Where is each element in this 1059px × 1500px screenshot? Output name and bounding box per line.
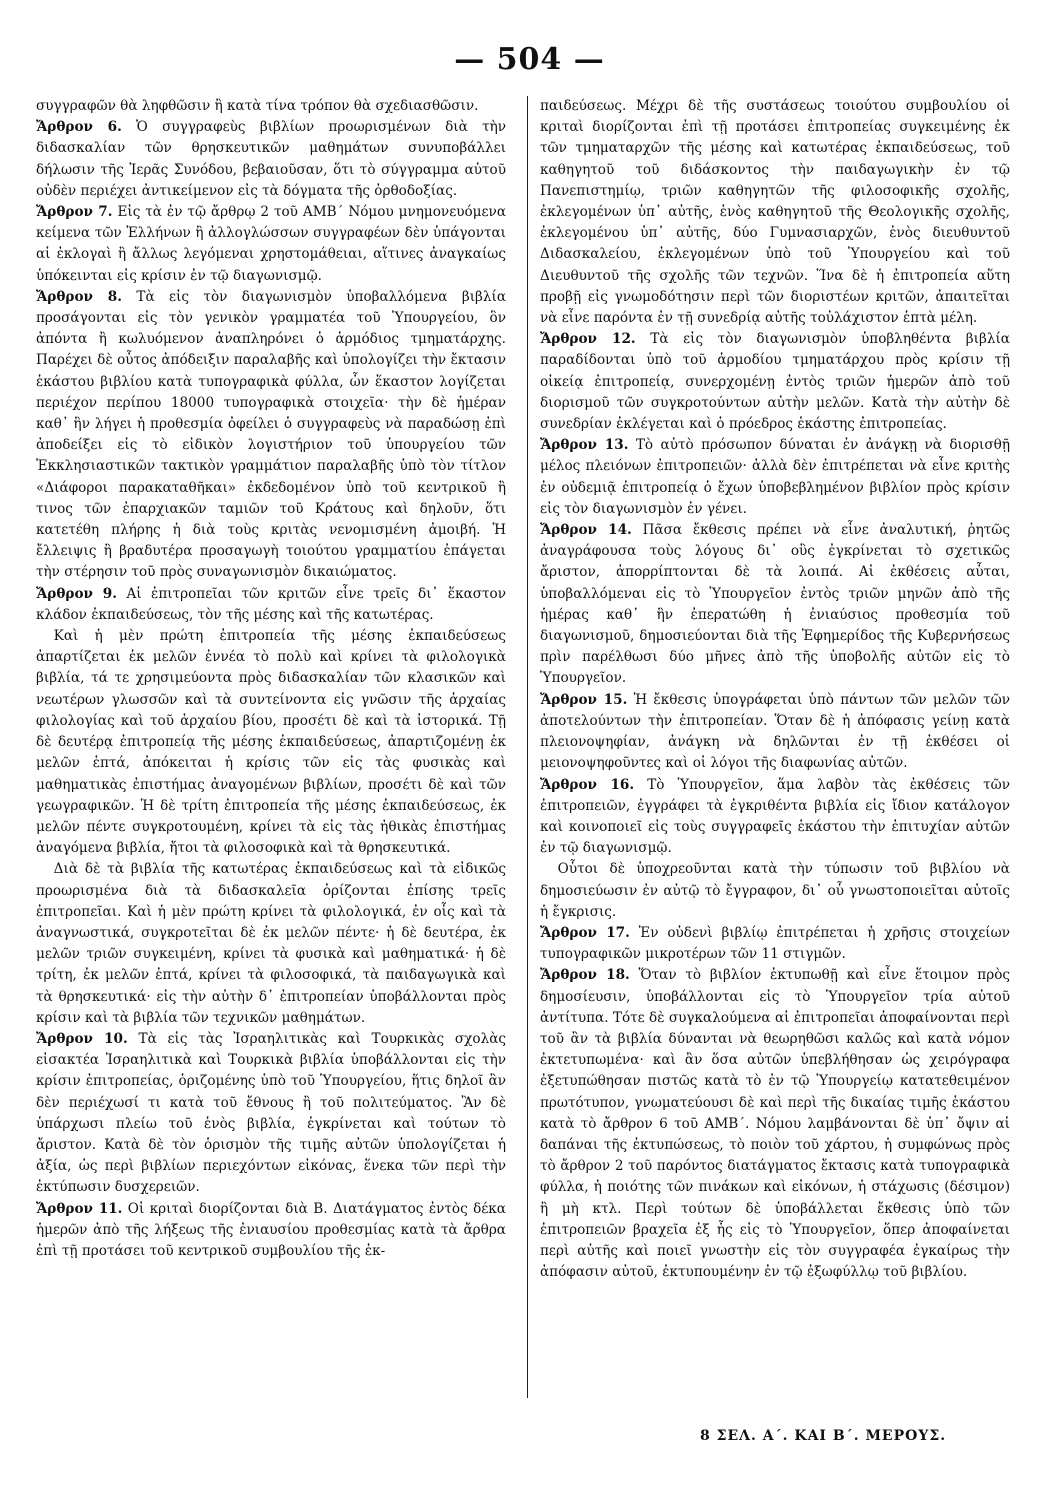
paragraph <box>540 520 1010 690</box>
paragraph <box>36 859 506 1029</box>
paragraph <box>540 775 1010 860</box>
article-heading: Ἄρθρον 10. <box>36 1030 128 1047</box>
article-heading: Ἄρθρον 15. <box>540 691 628 708</box>
page-number: — 504 — <box>454 42 605 77</box>
paragraph-text: Τὸ αὐτὸ πρόσωπον δύναται ἐν ἀνάγκῃ νὰ διορισθῇ μέλος πλειόνων ἐπιτροπειῶν· ἀλλὰ δὲν ἐπιτρέπεται νὰ εἶνε κριτὴς ἐν οὐδεμιᾷ ἐπιτροπείᾳ ὁ ἔχων ὑποβεβλημένον βιβλίον πρὸς κρίσιν εἰς τὸν διαγωνισμὸν ἐν γένει. <box>540 437 1010 517</box>
paragraph <box>540 923 1010 965</box>
paragraph-text: Ὅταν τὸ βιβλίον ἐκτυπωθῇ καὶ εἶνε ἕτοιμον πρὸς δημοσίευσιν, ὑποβάλλονται εἰς τὸ Ὑπουργεῖον τρία αὐτοῦ ἀντίτυπα. Τότε δὲ συγκαλούμενα αἱ ἐπιτροπεῖαι ἀποφαίνονται περὶ τοῦ ἂν τὰ βιβλία δύνανται νὰ θεωρηθῶσι καλῶς καὶ κατὰ νόμον ἐκτετυπωμένα· καὶ ἂν ὅσα αὐτῶν ὑπεβλήθησαν ὡς χειρόγραφα ἐξετυπώθησαν πιστῶς κατὰ τὸ ἐν τῷ Ὑπουργείῳ κατατεθειμένον πρωτότυπον, γνωματεύουσι δὲ καὶ περὶ τῆς δικαίας τιμῆς ἑκάστου κατὰ τὸ ἄρθρον 6 τοῦ ΑΜΒ΄. Νόμου λαμβάνονται δὲ ὑπ᾽ ὄψιν αἱ δαπάναι τῆς ἐκτυπώσεως, τὸ ποιὸν τοῦ χάρτου, ἡ συμφώνως πρὸς τὸ ἄρθρον 2 τοῦ παρόντος διατάγματος ἔκτασις κατὰ τυπογραφικὰ φύλλα, ἡ ποιότης τῶν πινάκων καὶ εἰκόνων, ἡ στάχωσις (δέσιμον) ἢ μὴ κτλ. Περὶ τούτων δὲ ὑποβάλλεται ἔκθεσις ὑπὸ τῶν ἐπιτροπειῶν βραχεῖα ἐξ ἧς εἰς τὸ Ὑπουργεῖον, ὅπερ ἀποφαίνεται περὶ αὐτῆς καὶ ποιεῖ γνωστὴν εἰς τὸν συγγραφέα ἐγκαίρως τὴν ἀπόφασιν αὐτοῦ, ἐκτυπουμένην ἐν τῷ ἐξωφύλλῳ τοῦ βιβλίου. <box>540 967 1010 1281</box>
paragraph-text: Καὶ ἡ μὲν πρώτη ἐπιτροπεία τῆς μέσης ἐκπαιδεύσεως ἀπαρτίζεται ἐκ μελῶν ἐννέα τὸ πολὺ καὶ κρίνει τὰ φιλολογικὰ βιβλία, τά τε χρησιμεύοντα πρὸς διδασκαλίαν τῶν κλασικῶν καὶ νεωτέρων γλωσσῶν καὶ τὰ συντείνοντα εἰς γνῶσιν τῆς ἀρχαίας φιλολογίας καὶ τοῦ ἀρχαίου βίου, προσέτι δὲ καὶ τὰ ἱστορικά. Τῇ δὲ δευτέρᾳ ἐπιτροπείᾳ τῆς μέσης ἐκπαιδεύσεως, ἀπαρτιζομένῃ ἐκ μελῶν ἑπτά, ἀπόκειται ἡ κρίσις τῶν εἰς τὰς φυσικὰς καὶ μαθηματικὰς ἐπιστήμας ἀναγομένων βιβλίων, προσέτι δὲ καὶ τῶν γεωγραφικῶν. Ἡ δὲ τρίτη ἐπιτροπεία τῆς μέσης ἐκπαιδεύσεως, ἐκ μελῶν πέντε συγκροτουμένη, κρίνει τὰ εἰς τὰς ἠθικὰς ἐπιστήμας ἀναγόμενα βιβλία, ἤτοι τὰ φιλοσοφικὰ καὶ τὰ θρησκευτικά. <box>36 628 506 857</box>
article-heading: Ἄρθρον 7. <box>36 204 113 221</box>
paragraph-text: παιδεύσεως. Μέχρι δὲ τῆς συστάσεως τοιούτου συμβουλίου οἱ κριταὶ διορίζονται ἐπὶ τῇ προτάσει ἐπιτροπείας συγκειμένης ἐκ τῶν τμηματαρχῶν τῆς μέσης καὶ κατωτέρας ἐκπαιδεύσεως, τοῦ καθηγητοῦ τοῦ διδάσκοντος τὴν παιδαγωγικὴν ἐν τῷ Πανεπιστημίῳ, τριῶν καθηγητῶν τῆς φιλοσοφικῆς σχολῆς, ἐκλεγομένων ὑπ᾽ αὐτῆς, ἑνὸς καθηγητοῦ τῆς Θεολογικῆς σχολῆς, ἐκλεγομένου ὑπ᾽ αὐτῆς, δύο Γυμνασιαρχῶν, ἑνὸς διευθυντοῦ Διδασκαλείου, ἐκλεγομένων ὑπὸ τοῦ Ὑπουργείου καὶ τοῦ Διευθυντοῦ τῆς σχολῆς τῶν τεχνῶν. Ἵνα δὲ ἡ ἐπιτροπεία αὕτη προβῇ εἰς γνωμοδότησιν περὶ τῶν διοριστέων κριτῶν, ἀπαιτεῖται νὰ εἶνε παρόντα ἐν τῇ συνεδρίᾳ αὐτῆς τοὐλάχιστον ἑπτὰ μέλη. <box>540 98 1010 327</box>
paragraph <box>36 287 506 584</box>
paragraph-text: Εἰς τὰ ἐν τῷ ἄρθρῳ 2 τοῦ ΑΜΒ΄ Νόμου μνημονευόμενα κείμενα τῶν Ἑλλήνων ἢ ἀλλογλώσσων συγγραφέων δὲν ὑπάγονται αἱ ἐκλογαὶ ἢ ἄλλως λεγόμεναι χρηστομάθειαι, αἵτινες ἀναγκαίως ὑπόκεινται εἰς κρίσιν ἐν τῷ διαγωνισμῷ. <box>36 204 507 284</box>
paragraph-text: Πᾶσα ἔκθεσις πρέπει νὰ εἶνε ἀναλυτική, ῥητῶς ἀναγράφουσα τοὺς λόγους δι᾽ οὓς ἐγκρίνεται τὸ σχετικῶς ἄριστον, ἀπορρίπτονται δὲ τὰ λοιπά. Αἱ ἐκθέσεις αὗται, ὑποβαλλόμεναι εἰς τὸ Ὑπουργεῖον ἐντὸς τριῶν μηνῶν ἀπὸ τῆς ἡμέρας καθ᾽ ἣν ἐπερατώθη ἡ ἐνιαύσιος προθεσμία τοῦ διαγωνισμοῦ, δημοσιεύονται διὰ τῆς Ἐφημερίδος τῆς Κυβερνήσεως πρὶν παρέλθωσι δύο μῆνες ἀπὸ τῆς ὑποβολῆς αὐτῶν εἰς τὸ Ὑπουργεῖον. <box>540 522 1011 687</box>
paragraph <box>540 690 1010 775</box>
paragraph <box>540 965 1010 1283</box>
paragraph <box>36 1199 506 1263</box>
paragraph <box>36 1029 506 1199</box>
paragraph-text: Οὗτοι δὲ ὑποχρεοῦνται κατὰ τὴν τύπωσιν τοῦ βιβλίου νὰ δημοσιεύωσιν ἐν αὐτῷ τὸ ἔγγραφον, δι᾽ οὗ γνωστοποιεῖται αὐτοῖς ἡ ἔγκρισις. <box>540 861 1010 920</box>
article-heading: Ἄρθρον 6. <box>36 119 122 136</box>
article-heading: Ἄρθρον 17. <box>540 924 630 941</box>
printer-signature: 8 ΣΕΛ. Α΄. ΚΑΙ Β΄. ΜΕΡΟΥΣ. <box>700 1428 947 1444</box>
paragraph-text: Διὰ δὲ τὰ βιβλία τῆς κατωτέρας ἐκπαιδεύσεως καὶ τὰ εἰδικῶς προωρισμένα διὰ τὰ διδασκαλεῖα ὁρίζονται ἐπίσης τρεῖς ἐπιτροπεῖαι. Καὶ ἡ μὲν πρώτη κρίνει τὰ φιλολογικά, ἐν οἷς καὶ τὰ ἀναγνωστικά, συγκροτεῖται δὲ ἐκ μελῶν πέντε· ἡ δὲ δευτέρα, ἐκ μελῶν τριῶν συγκειμένη, κρίνει τὰ φυσικὰ καὶ μαθηματικά· ἡ δὲ τρίτη, ἐκ μελῶν ἑπτά, κρίνει τὰ φιλοσοφικά, τὰ παιδαγωγικὰ καὶ τὰ θρησκευτικά· εἰς τὴν αὐτὴν δ᾽ ἐπιτροπείαν ὑποβάλλονται πρὸς κρίσιν καὶ τὰ βιβλία τῶν τεχνικῶν μαθημάτων. <box>36 861 506 1026</box>
paragraph <box>36 96 506 117</box>
paragraph-text: Ὁ συγγραφεὺς βιβλίων προωρισμένων διὰ τὴν διδασκαλίαν τῶν θρησκευτικῶν μαθημάτων συνυποβάλλει δήλωσιν τῆς Ἱερᾶς Συνόδου, βεβαιοῦσαν, ὅτι τὸ σύγγραμμα αὐτοῦ οὐδὲν περιέχει ἀντικείμενον εἰς τὰ δόγματα τῆς ὀρθοδοξίας. <box>36 119 506 199</box>
article-heading: Ἄρθρον 9. <box>36 585 117 602</box>
left-column <box>36 96 506 1262</box>
paragraph <box>540 435 1010 520</box>
paragraph <box>36 626 506 859</box>
article-heading: Ἄρθρον 8. <box>36 288 122 305</box>
paragraph <box>540 96 1010 329</box>
article-heading: Ἄρθρον 13. <box>540 437 629 454</box>
article-heading: Ἄρθρον 18. <box>540 967 630 984</box>
paragraph <box>540 329 1010 435</box>
paragraph-text: συγγραφῶν θὰ ληφθῶσιν ἢ κατὰ τίνα τρόπον θὰ σχεδιασθῶσιν. <box>36 98 479 114</box>
paragraph-text: Τὰ εἰς τὰς Ἰσραηλιτικὰς καὶ Τουρκικὰς σχολὰς εἰσακτέα Ἰσραηλιτικὰ καὶ Τουρκικὰ βιβλία ὑποβάλλονται εἰς τὴν κρίσιν ἐπιτροπείας, ὁριζομένης ὑπὸ τοῦ Ὑπουργείου, ἥτις δηλοῖ ἂν δὲν περιέχωσί τι κατὰ τοῦ ἔθνους ἢ τοῦ πολιτεύματος. Ἂν δὲ ὑπάρχωσι πλείω τοῦ ἑνὸς βιβλία, ἐγκρίνεται καὶ τούτων τὸ ἄριστον. Κατὰ δὲ τὸν ὁρισμὸν τῆς τιμῆς αὐτῶν ὑπολογίζεται ἡ ἀξία, ὡς περὶ βιβλίων περιεχόντων εἰκόνας, ἕνεκα τῶν περὶ τὴν ἐκτύπωσιν δυσχερειῶν. <box>36 1030 506 1196</box>
paragraph-text: Ἡ ἔκθεσις ὑπογράφεται ὑπὸ πάντων τῶν μελῶν τῶν ἀποτελούντων τὴν ἐπιτροπείαν. Ὅταν δὲ ἡ ἀπόφασις γείνῃ κατὰ πλειονοψηφίαν, ἀνάγκη νὰ δηλῶνται ἐν τῇ ἐκθέσει οἱ μειονοψηφοῦντες καὶ οἱ λόγοι τῆς διαφωνίας αὐτῶν. <box>540 691 1010 772</box>
paragraph-text: Τὰ εἰς τὸν διαγωνισμὸν ὑποβαλλόμενα βιβλία προσάγονται εἰς τὸν γενικὸν γραμματέα τοῦ Ὑπουργείου, ὃν ἀπόντα ἢ κωλυόμενον ἀναπληρόνει ὁ ἁρμόδιος τμηματάρχης. Παρέχει δὲ οὗτος ἀπόδειξιν παραλαβῆς καὶ ὑπολογίζει τὴν ἔκτασιν ἑκάστου βιβλίου κατὰ τυπογραφικὰ φύλλα, ὧν ἕκαστον λογίζεται περιέχον περίπου 18000 τυπογραφικὰ στοιχεῖα· τὴν δὲ ἡμέραν καθ᾽ ἣν λήγει ἡ προθεσμία ὀφείλει ὁ συγγραφεὺς νὰ παραδώσῃ ἐπὶ ἀποδείξει εἰς τὸ εἰδικὸν λογιστήριον τοῦ ὑπουργείου τῶν Ἐκκλησιαστικῶν τακτικὸν γραμμάτιον παραλαβῆς ὑπὸ τὸν τίτλον «Διάφοροι παρακαταθῆκαι» ἐκδεδομένον ὑπὸ τοῦ κεντρικοῦ ἢ τινος τῶν ἐπαρχιακῶν ταμιῶν τοῦ Κράτους καὶ δηλοῦν, ὅτι κατετέθη πλήρης ἡ διὰ τοὺς κριτὰς νενομισμένη ἀμοιβή. Ἡ ἔλλειψις ἢ βραδυτέρα προσαγωγὴ τοιούτου γραμματίου ἐπάγεται τὴν στέρησιν τοῦ πρὸς συναγωνισμὸν δικαιώματος. <box>36 288 507 581</box>
article-heading: Ἄρθρον 11. <box>36 1200 123 1217</box>
paragraph-text: Τὸ Ὑπουργεῖον, ἅμα λαβὸν τὰς ἐκθέσεις τῶν ἐπιτροπειῶν, ἐγγράφει τὰ ἐγκριθέντα βιβλία εἰς ἴδιον κατάλογον καὶ κοινοποιεῖ εἰς τοὺς συγγραφεῖς ἑκάστου τὴν ἐπιτυχίαν αὐτῶν ἐν τῷ διαγωνισμῷ. <box>540 776 1010 857</box>
article-heading: Ἄρθρον 14. <box>540 522 632 539</box>
paragraph <box>540 859 1010 923</box>
right-column <box>540 96 1010 1283</box>
paragraph-text: Οἱ κριταὶ διορίζονται διὰ Β. Διατάγματος ἐντὸς δέκα ἡμερῶν ἀπὸ τῆς λήξεως τῆς ἐνιαυσίου προθεσμίας κατὰ τὰ ἄρθρα ἐπὶ τῇ προτάσει τοῦ κεντρικοῦ συμβουλίου τῆς ἐκ- <box>36 1200 506 1259</box>
paragraph-text: Αἱ ἐπιτροπεῖαι τῶν κριτῶν εἶνε τρεῖς δι᾽ ἕκαστον κλάδον ἐκπαιδεύσεως, τὸν τῆς μέσης καὶ τῆς κατωτέρας. <box>36 585 506 623</box>
paragraph-text: Τὰ εἰς τὸν διαγωνισμὸν ὑποβληθέντα βιβλία παραδίδονται ὑπὸ τοῦ ἁρμοδίου τμηματάρχου πρὸς κρίσιν τῇ οἰκείᾳ ἐπιτροπείᾳ, συνερχομένῃ ἐντὸς τριῶν ἡμερῶν ἀπὸ τοῦ διορισμοῦ τῶν συγκροτούντων αὐτὴν μελῶν. Κατὰ τὴν αὐτὴν δὲ συνεδρίαν ἐκλέγεται καὶ ὁ πρόεδρος ἑκάστης ἐπιτροπείας. <box>540 331 1010 433</box>
paragraph <box>36 202 506 287</box>
paragraph-text: Ἐν οὐδενὶ βιβλίῳ ἐπιτρέπεται ἡ χρῆσις στοιχείων τυπογραφικῶν μικροτέρων τῶν 11 στιγμῶν. <box>540 924 1010 963</box>
column-divider <box>527 96 528 1398</box>
paragraph <box>36 117 506 202</box>
article-heading: Ἄρθρον 16. <box>540 776 635 793</box>
article-heading: Ἄρθρον 12. <box>540 331 636 348</box>
paragraph <box>36 584 506 626</box>
